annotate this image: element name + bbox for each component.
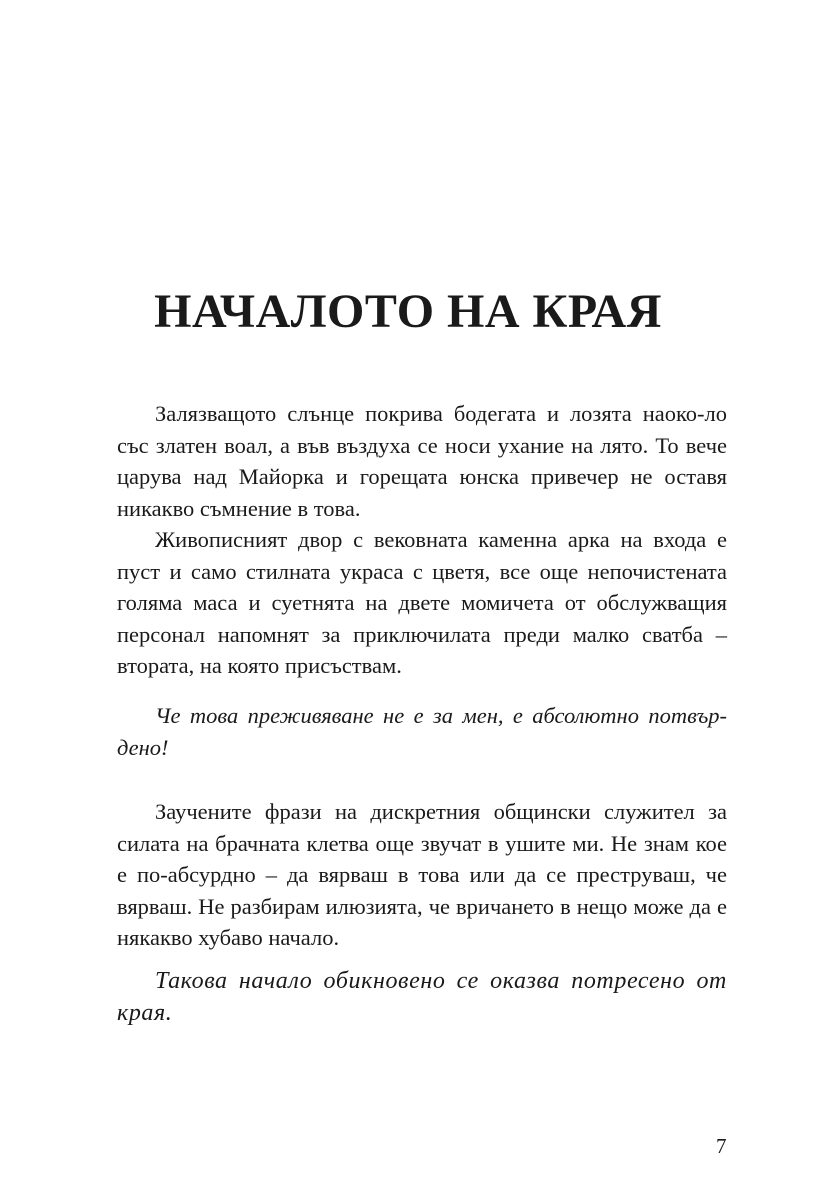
middle-paragraph-block <box>117 796 727 954</box>
paragraph-courtyard: Живописният двор с вековната каменна арка на входа е пуст и само стилната украса с цветя, все още непочистената голяма маса и суетнята на двете момичета от обслужващия персонал напомнят за приключилата преди малко сватба – втората, на която присъствам. <box>117 527 727 678</box>
paragraph-sunset: Залязващото слънце покрива бодегата и лозята наоко-ло със златен воал, а във въздуха се носи ухание на лято. То вече царува над Майорка и горещата юнска привечер не оставя никакво съмнение в това. <box>117 401 727 521</box>
italic-thought-block <box>117 700 727 763</box>
paragraph-vows: Заучените фрази на дискретния общински служител за силата на брачната клетва още звучат в ушите ми. Не знам кое е по-абсурдно – да вярваш в това или да се преструваш, че вярваш. Не разбирам илюзията, че вричането в нещо може да е някакво хубаво начало. <box>117 799 727 950</box>
chapter-title: НАЧАЛОТО НА КРАЯ <box>154 285 662 338</box>
closing-script-block <box>117 966 727 1029</box>
opening-paragraphs <box>117 398 727 682</box>
page-number: 7 <box>716 1134 727 1158</box>
paragraph-closing: Такова начало обикновено се оказва потресено от края. <box>117 968 727 1026</box>
paragraph-thought: Че това преживяване не е за мен, е абсолютно потвър-дено! <box>117 703 727 760</box>
